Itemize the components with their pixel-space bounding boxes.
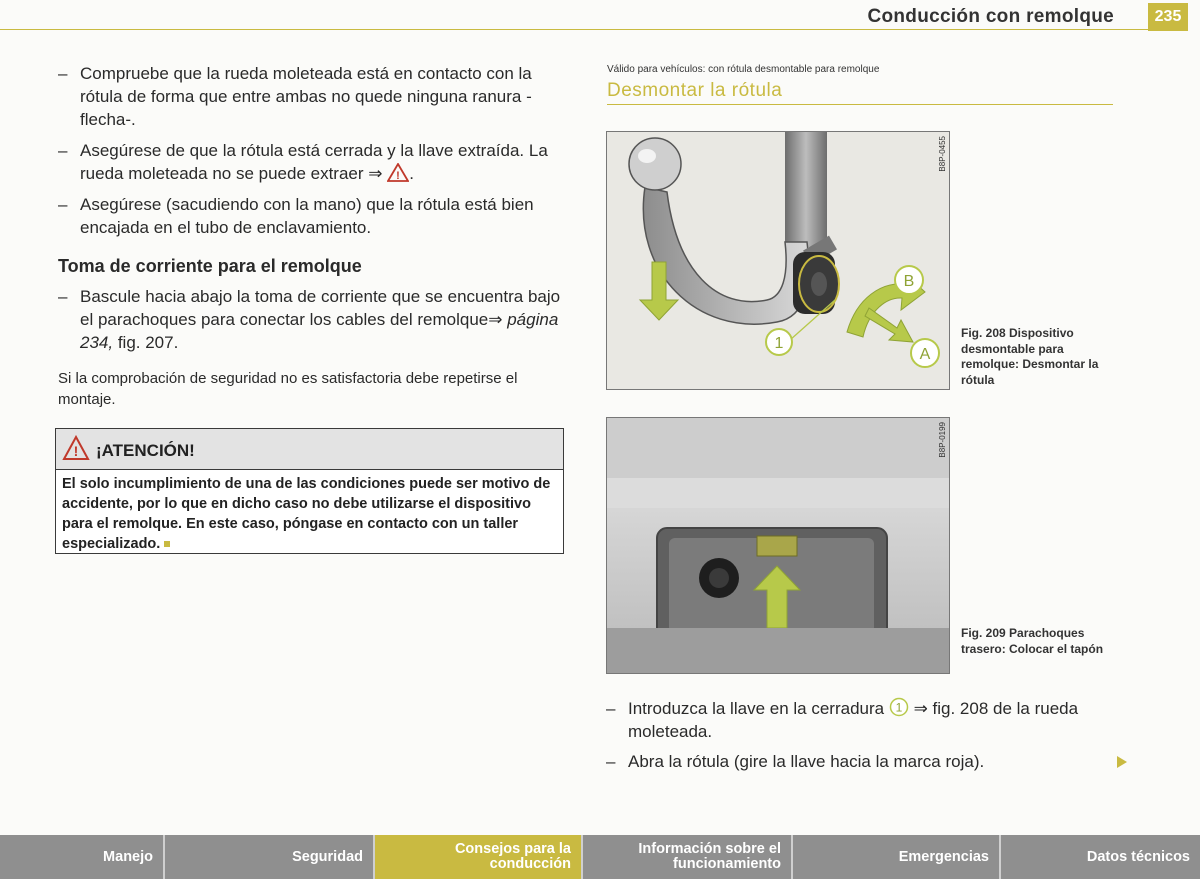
tow-tube: [785, 132, 827, 247]
marker-1-label: 1: [895, 700, 903, 715]
figure-code: B8P-0455: [938, 136, 947, 172]
figure-209-caption: Fig. 209 Parachoques trasero: Colocar el tapón: [961, 626, 1104, 656]
attention-body-text: El solo incumplimiento de una de las condiciones puede ser motivo de accidente, por lo que en dicho caso no debe utilizarse el dispositivo para el remolque. En este caso, póngase en contacto con un taller especializado.: [62, 476, 551, 552]
bullet-text-content: Asegúrese de que la rótula está cerrada y la llave extraída. La rueda moleteada no se puede extraer ⇒: [80, 141, 548, 183]
figure-code: B8P-0199: [938, 422, 947, 458]
nav-tab-manejo[interactable]: Manejo: [103, 848, 153, 865]
figure-208: [606, 131, 950, 390]
bullet-dash: –: [58, 287, 68, 306]
bullet-dash: –: [58, 141, 68, 160]
figure-208-caption: Fig. 208 Dispositivo desmontable para remolque: Desmontar la rótula: [961, 326, 1099, 387]
page-number: 235: [1148, 3, 1188, 31]
continue-arrow-icon: [1116, 755, 1128, 769]
header-divider: [0, 29, 1148, 30]
bullet-item: [58, 139, 563, 185]
marker-a-label: A: [919, 346, 931, 363]
bullet-dash: –: [58, 195, 68, 214]
bullet-text: [80, 285, 563, 354]
page-reference-link[interactable]: página 234,: [80, 310, 559, 352]
bumper-illustration: [607, 418, 949, 673]
warning-icon: [62, 435, 90, 461]
attention-box: [55, 428, 564, 554]
tow-ball-illustration: [607, 132, 949, 389]
chapter-navigation: [0, 835, 1200, 879]
nav-tab-datos-tecnicos[interactable]: Datos técnicos: [1086, 848, 1190, 865]
step-text: [628, 697, 1112, 743]
bullet-text-suffix: fig. 207.: [113, 333, 179, 352]
nav-tab-informacion-funcionamiento[interactable]: Información sobre el funcionamiento: [638, 841, 781, 872]
step-item: [606, 750, 1112, 773]
bullet-text-prefix: Bascule hacia abajo la toma de corriente que se encuentra bajo el parachoques para conectar los cables del remolque⇒: [80, 287, 561, 329]
nav-tab-emergencias[interactable]: Emergencias: [898, 848, 989, 865]
note-text: Si la comprobación de seguridad no es satisfactoria debe repetirse el montaje.: [58, 370, 518, 408]
figure-209: [606, 417, 950, 674]
marker-1-icon: [889, 697, 909, 717]
bullet-text: Compruebe que la rueda moleteada está en contacto con la rótula de forma que entre ambas no quede ninguna ranura -flecha-.: [80, 64, 532, 129]
page-header-title: Conducción con remolque: [867, 6, 1114, 27]
step-text: Abra la rótula (gire la llave hacia la marca roja).: [628, 752, 985, 771]
bullet-text: Asegúrese (sacudiendo con la mano) que la rótula está bien encajada en el tubo de enclavamiento.: [80, 195, 534, 237]
bullet-item: [58, 193, 563, 239]
bullet-item: [58, 62, 563, 131]
svg-text:!: !: [73, 443, 79, 459]
nav-tab-seguridad[interactable]: Seguridad: [292, 848, 363, 865]
bullet-dash: –: [606, 699, 616, 718]
step-item: [606, 697, 1112, 743]
attention-body: [56, 470, 563, 558]
bullet-text: Asegúrese de que la rótula está cerrada y la llave extraída. La rueda moleteada no se puede extraer ⇒ ! .: [80, 141, 548, 183]
marker-b-label: B: [903, 273, 915, 290]
validity-note: Válido para vehículos: con rótula desmontable para remolque: [607, 64, 880, 75]
step-text-prefix: Introduzca la llave en la cerradura: [628, 699, 885, 718]
marker-1-label: 1: [774, 335, 784, 352]
cap-plug: [757, 536, 797, 556]
section-heading: Toma de corriente para el remolque: [58, 256, 362, 276]
bullet-item: [58, 285, 563, 354]
nav-tab-consejos-conduccion[interactable]: Consejos para la conducción: [375, 835, 581, 879]
attention-title: ¡ATENCIÓN!: [96, 441, 195, 460]
warning-icon: [387, 163, 409, 182]
subsection-divider: [607, 104, 1113, 105]
tow-ball: [629, 138, 681, 190]
bullet-dash: –: [606, 752, 616, 771]
bullet-dash: –: [58, 64, 68, 83]
end-marker-icon: [164, 541, 170, 547]
attention-header: [56, 429, 563, 470]
subsection-title: Desmontar la rótula: [607, 80, 783, 101]
svg-text:!: !: [396, 170, 401, 182]
step-text-suffix: ⇒ fig. 208 de la rueda moleteada.: [628, 699, 1079, 741]
